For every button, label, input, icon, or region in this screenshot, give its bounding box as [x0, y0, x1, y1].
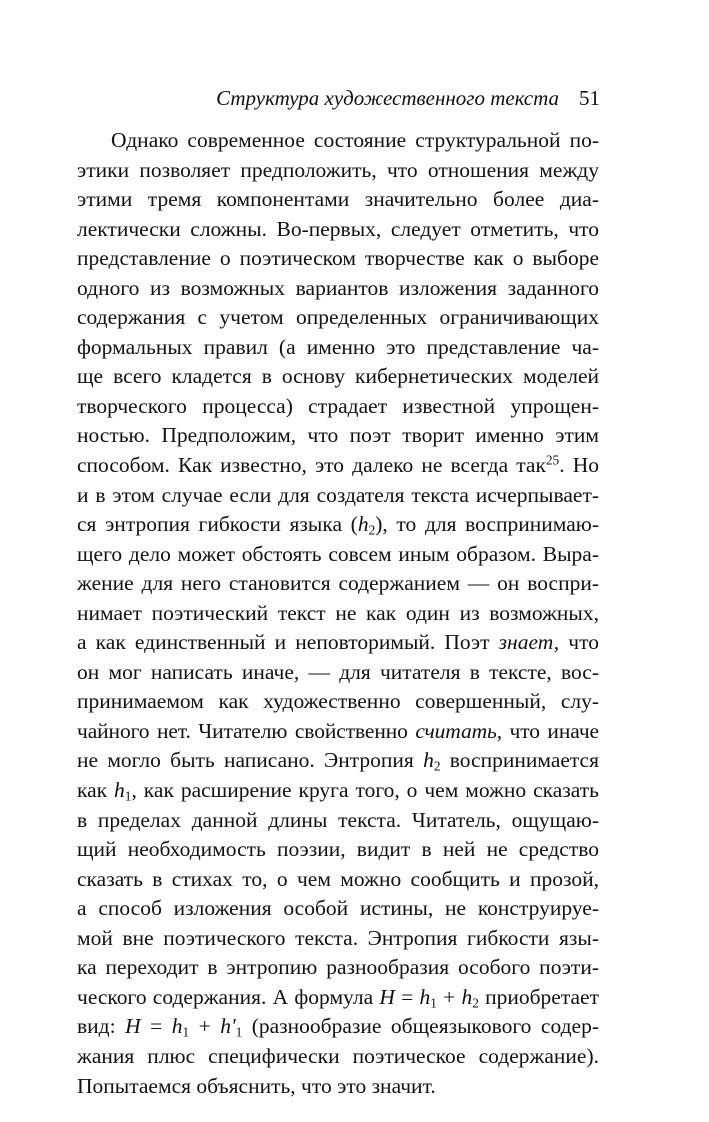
- text-line: а способ изложения особой истины, не конструируе-: [77, 896, 599, 921]
- text-line: содержания с учетом определенных ограничивающих: [77, 305, 599, 330]
- text-line: Однако современное состояние структуральной по-: [111, 128, 599, 152]
- text-line: не могло быть написано. Энтропия $h_2$ воспринимается: [77, 748, 599, 775]
- formula-symbol: H: [125, 1014, 141, 1039]
- math-symbol: h: [114, 778, 125, 803]
- text-line: представление о поэтическом творчестве как о выборе: [77, 246, 599, 271]
- text-line: принимаемом как художественно совершенный, слу-: [77, 689, 599, 714]
- text-line: ся энтропия гибкости языка $(h_2)$, то для воспринимаю-: [77, 512, 599, 538]
- text-line: щего дело может обстоять совсем иным образом. Выра-: [77, 541, 599, 566]
- formula-symbol: H: [379, 984, 395, 1009]
- text-line: этики позволяет предположить, что отношения между: [77, 157, 599, 182]
- text-line: жания плюс специфически поэтическое содержание).: [77, 1043, 599, 1068]
- formula-symbol: h: [419, 984, 431, 1009]
- math-symbol: h: [357, 512, 369, 537]
- formula-symbol: h: [461, 984, 473, 1009]
- text-line: он мог написать иначе, — для читателя в тексте, вос-: [77, 659, 599, 684]
- text-line: ще всего кладется в основу кибернетических моделей: [77, 364, 599, 389]
- text-line: творческого процесса) страдает известной упрощен-: [77, 393, 599, 418]
- text-line: вид: $H = h_1 + h'_1$ (разнообразие общеязыкового содер-: [77, 1014, 599, 1041]
- text-line: щий необходимость поэзии, видит в ней не средство: [77, 837, 599, 862]
- running-header: [0, 84, 600, 112]
- text-line: способом. Как известно, это далеко не всегда так$^{25}$. Но: [77, 452, 599, 478]
- running-title: Структура художественного текста: [216, 86, 559, 110]
- math-symbol: h: [423, 748, 434, 773]
- text-line: и в этом случае если для создателя текста исчерпывает-: [77, 482, 599, 507]
- text-line: чайного нет. Читателю свойственно считать, что иначе: [77, 718, 599, 743]
- text-line: нимает поэтический текст не как один из возможных,: [77, 600, 599, 625]
- text-line: в пределах данной длины текста. Читатель, ощущаю-: [77, 807, 599, 832]
- text-line: жение для него становится содержанием — он воспри-: [77, 571, 599, 596]
- formula-symbol: h: [171, 1014, 183, 1039]
- text-line: мой вне поэтического текста. Энтропия гибкости язы-: [77, 925, 599, 950]
- formula-symbol: h': [220, 1014, 236, 1039]
- text-line: этими тремя компонентами значительно более диа-: [77, 187, 599, 212]
- text-line: ка переходит в энтропию разнообразия особого поэти-: [77, 955, 599, 980]
- page-number: 51: [579, 86, 600, 110]
- emphasis: знает,: [498, 630, 560, 655]
- text-line: а как единственный и неповторимый. Поэт знает, что: [77, 630, 599, 655]
- footnote-ref: 25: [545, 452, 560, 468]
- text-line: ческого содержания. А формула $H = h_1 + h_2$ приобретает: [77, 984, 599, 1011]
- text-line: лектически сложны. Во-первых, следует отметить, что: [77, 216, 599, 241]
- body-paragraph: [77, 126, 599, 1101]
- text-line: одного из возможных вариантов изложения заданного: [77, 275, 599, 300]
- text-line: формальных правил (а именно это представление ча-: [77, 334, 599, 359]
- emphasis: считать,: [415, 718, 503, 743]
- text-line: как $h_1$, как расширение круга того, о чем можно сказать: [77, 778, 599, 804]
- text-line: сказать в стихах то, о чем можно сообщить и прозой,: [77, 866, 599, 891]
- text-line: Попытаемся объяснить, что это значит.: [77, 1073, 436, 1098]
- text-line: ностью. Предположим, что поэт творит именно этим: [77, 423, 599, 448]
